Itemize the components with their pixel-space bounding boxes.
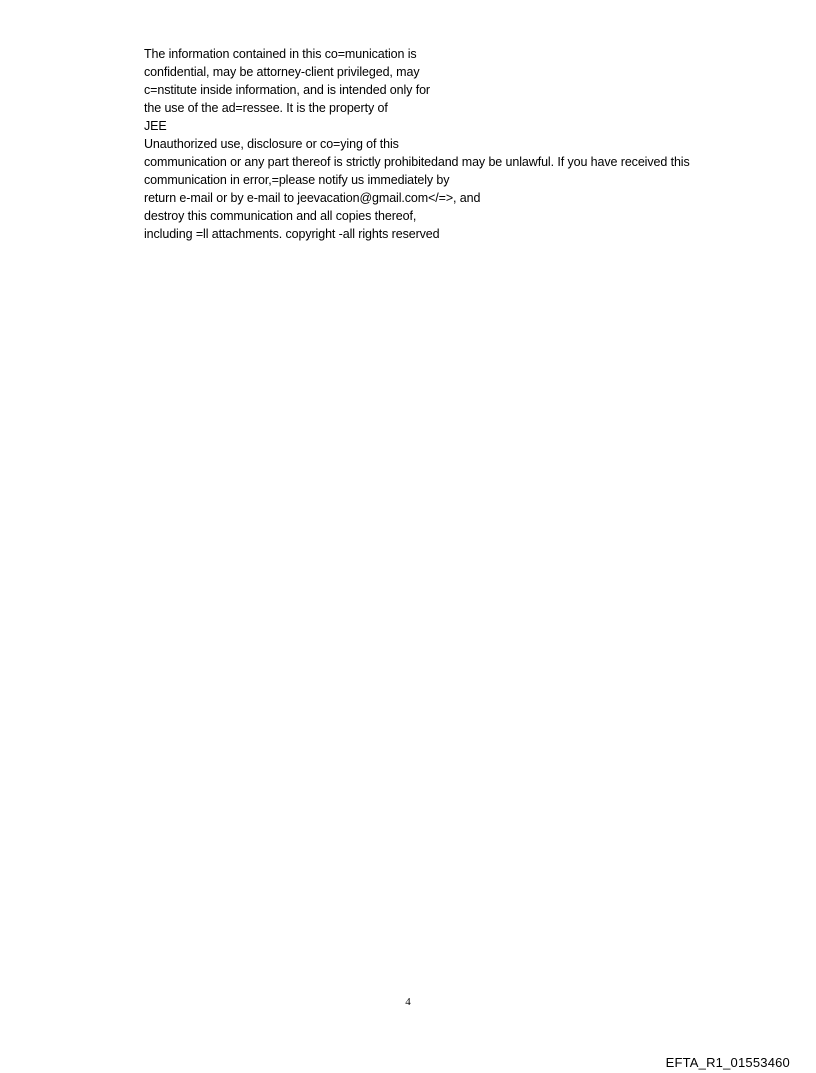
notice-line: JEE bbox=[144, 119, 167, 133]
notice-line: the use of the ad=ressee. It is the property of bbox=[144, 101, 388, 115]
confidentiality-notice bbox=[144, 45, 784, 243]
notice-line: destroy this communication and all copies thereof, bbox=[144, 209, 417, 223]
notice-line: communication or any part thereof is strictly prohibitedand may be unlawful. If you have received this bbox=[144, 155, 690, 169]
notice-line: including =ll attachments. copyright -all rights reserved bbox=[144, 227, 440, 241]
notice-line: Unauthorized use, disclosure or co=ying of this bbox=[144, 137, 399, 151]
notice-line: c=nstitute inside information, and is intended only for bbox=[144, 83, 430, 97]
notice-line: The information contained in this co=munication is bbox=[144, 47, 417, 61]
notice-line: communication in error,=please notify us immediately by bbox=[144, 173, 450, 187]
notice-line: return e-mail or by e-mail to jeevacation@gmail.com</=>, and bbox=[144, 191, 481, 205]
page-number: 4 bbox=[405, 996, 411, 1008]
notice-line: confidential, may be attorney-client privileged, may bbox=[144, 65, 420, 79]
document-id: EFTA_R1_01553460 bbox=[665, 1055, 790, 1070]
